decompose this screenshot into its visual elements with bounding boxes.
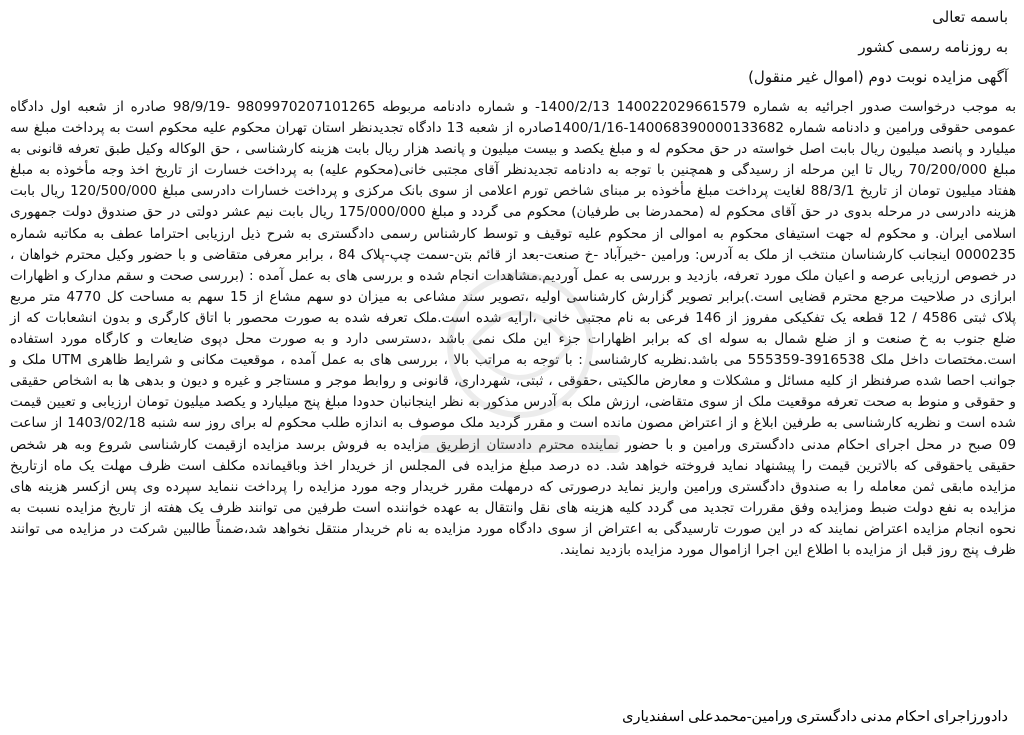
newspaper-heading: به روزنامه رسمی کشور xyxy=(858,38,1008,56)
notice-title: آگهی مزایده نوبت دوم (اموال غیر منقول) xyxy=(748,68,1008,86)
signature-line: دادورزاجرای احکام مدنی دادگستری ورامین-محمدعلی اسفندیاری xyxy=(622,709,1008,725)
invocation-heading: باسمه تعالی xyxy=(932,8,1008,26)
notice-body-paragraph: به موجب درخواست صدور اجرائیه به شماره 140022029661579 1400/2/13- و شماره دادنامه مربوطه 9809970207101265 -98/9/19 صادره از شعبه اول دادگاه عمومی حقوقی ورامین و دادنامه شماره 140068390000133682-1400/1/16صادره از شعبه 13 دادگاه تجدیدنظر استان تهران محکوم علیه محکوم است به پرداخت مبلغ سه میلیارد و پانصد میلیون ریال بابت اصل خواسته در حق محکوم له و مبلغ یکصد و بیست میلیون و پانصد هزار ریال بابت هزینه کارشناسی ، حق الوکاله وکیل طبق تعرفه قانونی به مبلغ 70/200/000 ریال تا این مرحله از رسیدگی و همچنین با توجه به دادنامه تجدیدنظر آقای مجتبی خانی(محکوم علیه) به پرداخت خسارت از تاریخ اخذ وجه مأخوذه به مبلغ هفتاد میلیون تومان از تاریخ 88/3/1 لغایت پرداخت مبلغ مأخوذه بر مبنای شاخص تورم اعلامی از سوی بانک مرکزی و پرداخت خسارات دادرسی مبلغ 120/500/000 ریال بابت هزینه دادرسی در مرحله بدوی در حق آقای محکوم له (محمدرضا بی طرفیان) محکوم می گردد و مبلغ 175/000/000 ریال بابت نیم عشر دولتی در حق صندوق دولت جمهوری اسلامی ایران. و محکوم له جهت استیفای محکوم به اموالی از محکوم علیه توقیف و توسط کارشناس رسمی دادگستری به شرح ذیل ارزیابی احتراما عطف به مکاتبه شماره 0000235 اینجانب کارشناسان منتخب از ملک به آدرس: ورامین -خیرآباد -خ صنعت-بعد از قائم بتن-سمت چپ-پلاک 84 ، برابر معرفی متقاضی و با حضور وکیل محترم خواهان ، در خصوص ارزیابی عرصه و اعیان ملک مورد تعرفه، بازدید و بررسی به عمل آوردیم.مشاهدات انجام شده و بررسی های به عمل آمده : (بررسی صحت و سقم مدارک و اظهارات ابرازی در صلاحیت مرجع محترم قضایی است.)برابر تصویر گزارش کارشناسی اولیه ،تصویر سند مشاعی به میزان دو سهم مشاع از 15 سهم به مساحت کل 4770 متر مربع پلاک ثبتی 4586 / 12 قطعه یک تفکیکی مفروز از 146 فرعی به نام مجتبی خانی ،ارایه شده است.ملک تعرفه شده به صورت محصور با اتاق کارگری و بدون انشعابات که از ضلع جنوب به خ صنعت و از ضلع شمال به سوله ای که برابر اظهارات جزء این ملک نمی باشد ،دسترسی دارد و به صورت محل دپوی ضایعات و کارگاه مورد استفاده است.مختصات داخل ملک 3916538-555359 می باشد.نظریه کارشناسی : با توجه به مراتب بالا ، بررسی های به عمل آمده ، موقعیت مکانی و شرایط ظاهری UTM ملک و جوانب احصا شده صرفنظر از کلیه مسائل و مشکلات و معارض مالکیتی ،حقوقی ، ثبتی، شهرداری، قانونی و روابط موجر و مستاجر و غیره و دیون و بدهی ها به اشخاص حقیقی و حقوقی و منوط به صحت تعرفه موقعیت ملک از سوی متقاضی، ارزش ملک به آدرس مذکور به نظر اینجانبان حدودا مبلغ پنج میلیارد و یکصد میلیون تومان ارزیابی و تعیین قیمت شده است و نظریه کارشناسی به طرفین ابلاغ و از اعتراض مصون مانده است و مقرر گردید ملک موصوف به اندازه طلب محکوم له برای روز سه شنبه 1403/02/18 از ساعت 09 صبح در محل اجرای احکام مدنی دادگستری ورامین و با حضور نماینده محترم دادستان ازطریق مزایده به فروش برسد مزایده ازقیمت کارشناسی شروع وبه هر شخص حقیقی یاحقوقی که بالاترین قیمت را پیشنهاد نماید فروخته خواهد شد. ده درصد مبلغ مزایده فی المجلس از خریدار اخذ وباقیمانده مکلف است ظرف مهلت یک ماه ازتاریخ مزایده مابقی ثمن معامله را به صندوق دادگستری ورامین واریز نماید درصورتی که درمهلت مقرر خریدار وجه مورد مزایده را پرداخت ننماید سپرده وی پس ازکسر هزینه های مزایده به نفع دولت ضبط ومزایده وفق مقررات تجدید می گردد کلیه هزینه های نقل وانتقال به عهده خواننده است طرفین می توانند ظرف یک هفته از تاریخ مزایده نسبت به نحوه انجام مزایده اعتراض نمایند که در این صورت تارسیدگی به اعتراض از سوی دادگاه مورد مزایده به نام خریدار منتقل نخواهد شد،ضمناً طالبین شرکت در مزایده می توانند ظرف پنج روز قبل از مزایده با اطلاع این اجرا ازاموال مورد مزایده بازدید نمایند. xyxy=(10,99,1017,558)
